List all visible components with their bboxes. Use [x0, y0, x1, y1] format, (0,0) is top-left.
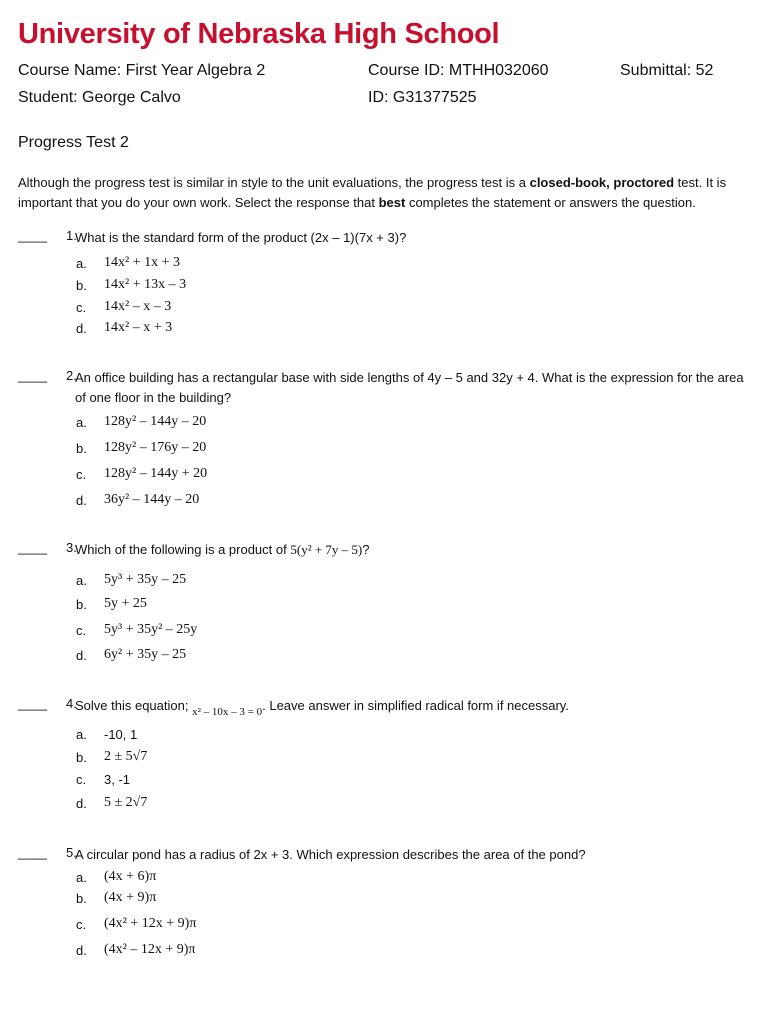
answer-blank-2[interactable]: ____: [18, 368, 47, 383]
instructions: Although the progress test is similar in style to the unit evaluations, the progress test is a closed-book, proctored test. It is important that you do your own work. Select the response that best completes the statement or answers the question.: [18, 175, 727, 210]
answer-blank-3[interactable]: ____: [18, 540, 47, 555]
best-emphasis: best: [378, 195, 406, 210]
question-number: 4.: [66, 696, 77, 711]
question-text: Which of the following is a product of 5(y² + 7y – 5)?: [75, 542, 370, 557]
submittal: Submittal: 52: [620, 62, 714, 79]
question-number: 1.: [66, 228, 77, 243]
question-number: 3.: [66, 540, 77, 555]
closed-book-emphasis: closed-book, proctored: [529, 175, 675, 190]
answer-blank-1[interactable]: ____: [18, 228, 47, 243]
school-title: University of Nebraska High School: [18, 18, 500, 50]
question-text: Solve this equation; $_{x^2 - 10x - 3 = 0}$. Leave answer in simplified radical form if necessary.: [75, 698, 569, 718]
course-name: Course Name: First Year Algebra 2: [18, 62, 266, 79]
inline-expression: 5(y² + 7y – 5): [290, 542, 363, 557]
question-text: What is the standard form of the product (2x – 1)(7x + 3)?: [75, 230, 407, 245]
question-number: 2.: [66, 368, 77, 383]
test-title: Progress Test 2: [18, 134, 129, 151]
question-text: An office building has a rectangular base with side lengths of 4y – 5 and 32y + 4. What is the expression for the area of one floor in the building?: [75, 370, 744, 405]
question-number: 5.: [66, 845, 77, 860]
student-id: ID: G31377525: [368, 89, 477, 106]
course-id: Course ID: MTHH032060: [368, 62, 549, 79]
student-name: Student: George Calvo: [18, 89, 181, 106]
inline-equation: x² – 10x – 3 = 0: [192, 706, 263, 718]
answer-blank-5[interactable]: ____: [18, 845, 47, 860]
answer-blank-4[interactable]: ____: [18, 696, 47, 711]
question-text: A circular pond has a radius of 2x + 3. Which expression describes the area of the pond?: [75, 847, 586, 862]
